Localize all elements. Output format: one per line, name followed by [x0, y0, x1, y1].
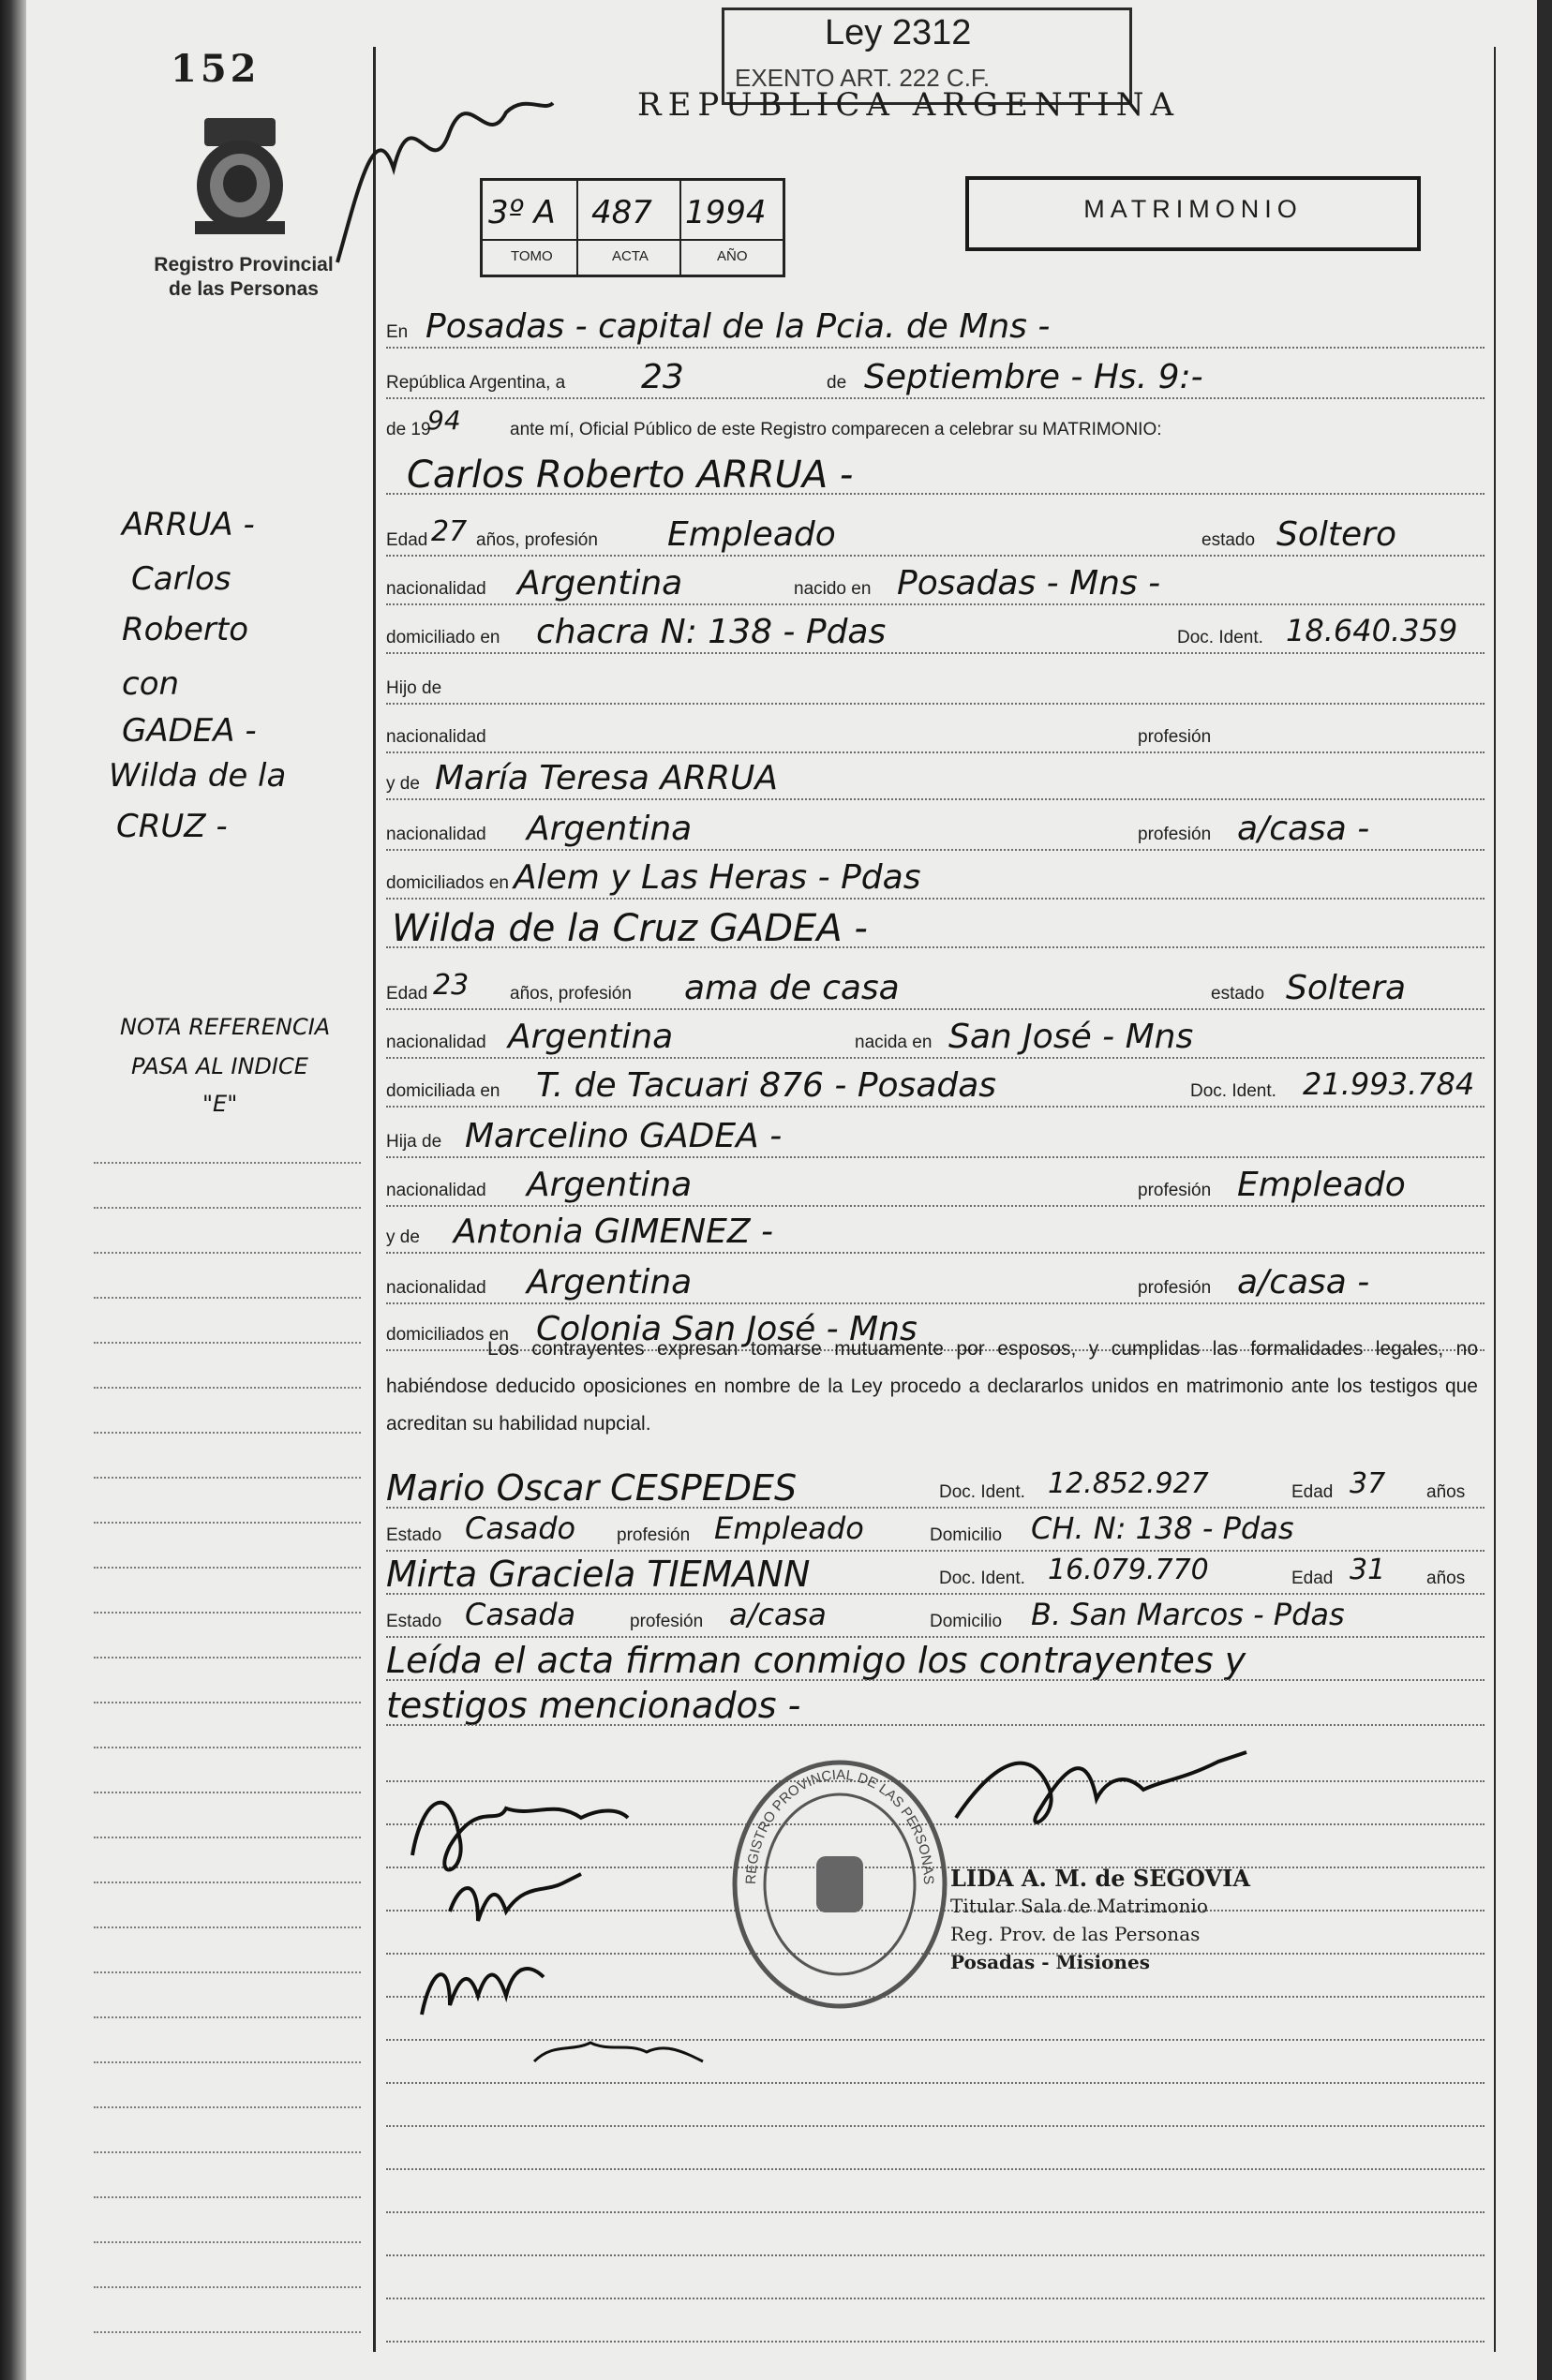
bride-mother-nationality: Argentina	[527, 1263, 693, 1302]
groom-hijo-label: Hijo de	[386, 678, 442, 698]
witness1-edad-label: Edad	[1291, 1482, 1334, 1502]
bride-nat-row	[386, 1019, 1485, 1063]
official-signature	[937, 1724, 1275, 1865]
witness2-marital: Casada	[465, 1597, 576, 1632]
witness2-address: B. San Marcos - Pdas	[1031, 1597, 1345, 1632]
bride-mother-profession: a/casa -	[1237, 1263, 1370, 1302]
groom-father-nat-row	[386, 714, 1485, 757]
official-seal	[727, 1758, 952, 2011]
en-label: En	[386, 322, 409, 342]
closing-row-2	[386, 1687, 1485, 1730]
official-city: Posadas - Misiones	[950, 1951, 1150, 1973]
official-title-1: Titular Sala de Matrimonio	[950, 1895, 1208, 1917]
stamp-exemption: EXENTO ART. 222 C.F.	[735, 64, 991, 92]
groom-age: 27	[431, 515, 468, 548]
margin-surname-2: GADEA -	[122, 712, 257, 750]
stamp-law: Ley 2312	[825, 13, 972, 52]
witness1-prof-label: profesión	[617, 1525, 691, 1545]
right-rule	[1494, 47, 1496, 2352]
bride-doc: 21.993.784	[1303, 1066, 1475, 1102]
bride-birthplace: San José - Mns	[948, 1018, 1194, 1056]
year-suffix: 94	[427, 405, 461, 436]
groom-father-prof-label: profesión	[1138, 727, 1212, 747]
witness1-anos-label: años	[1426, 1482, 1466, 1502]
groom-dom-label: domiciliado en	[386, 628, 500, 647]
groom-mother-nat-row	[386, 811, 1485, 855]
official-name: LIDA A. M. de SEGOVIA	[950, 1865, 1250, 1892]
de-label: de	[827, 373, 847, 393]
registry-logo	[186, 111, 294, 242]
bride-name: Wilda de la Cruz GADEA -	[392, 907, 868, 950]
groom-father-row	[386, 665, 1485, 708]
witness1-row	[386, 1469, 1485, 1512]
bride-prof-label: años, profesión	[510, 984, 632, 1004]
groom-mother: María Teresa ARRUA	[435, 759, 778, 797]
margin-given-1a: Carlos	[131, 560, 231, 598]
witness1-address: CH. N: 138 - Pdas	[1031, 1510, 1294, 1546]
witness1-dom-label: Domicilio	[930, 1525, 1003, 1545]
row-statement	[386, 407, 1485, 450]
witness2-age: 31	[1350, 1554, 1386, 1586]
row-place	[386, 309, 1485, 352]
groom-nationality: Argentina	[517, 564, 683, 602]
groom-parents-address: Alem y Las Heras - Pdas	[514, 858, 921, 897]
folio-number: 152	[171, 47, 261, 91]
bride-father-prof-label: profesión	[1138, 1181, 1212, 1200]
witness1-estado-label: Estado	[386, 1525, 442, 1545]
bride-mother-prof-label: profesión	[1138, 1278, 1212, 1298]
bride-yde-label: y de	[386, 1227, 420, 1247]
witness2-prof-label: profesión	[630, 1612, 704, 1631]
statement: ante mí, Oficial Público de este Registro comparecen a celebrar su MATRIMONIO:	[510, 420, 1162, 439]
bride-nacida-label: nacida en	[855, 1033, 933, 1052]
closing-row-1	[386, 1642, 1485, 1685]
groom-mother-nat-label: nacionalidad	[386, 825, 486, 844]
acta-value: 487	[591, 194, 652, 231]
place: Posadas - capital de la Pcia. de Mns -	[425, 307, 1051, 346]
groom-address-row	[386, 615, 1485, 658]
margin-scribble	[319, 56, 562, 272]
groom-name: Carlos Roberto ARRUA -	[407, 454, 854, 497]
margin-note-3: "E"	[202, 1091, 238, 1117]
anio-label: AÑO	[717, 248, 748, 264]
bride-hija-label: Hija de	[386, 1132, 442, 1152]
bride-nat-label: nacionalidad	[386, 1033, 486, 1052]
witness1-marital: Casado	[465, 1510, 576, 1546]
bride-name-row	[386, 909, 1485, 952]
witness1-doc: 12.852.927	[1048, 1467, 1209, 1500]
republic-label: República Argentina, a	[386, 373, 566, 393]
bride-edad-label: Edad	[386, 984, 428, 1004]
groom-father-nat-label: nacionalidad	[386, 727, 486, 747]
country-title: REPUBLICA ARGENTINA	[637, 86, 1181, 124]
row-date	[386, 360, 1485, 403]
bride-dom-label: domiciliada en	[386, 1081, 500, 1101]
groom-marital: Soltero	[1276, 515, 1396, 554]
witness1-name: Mario Oscar CESPEDES	[386, 1467, 798, 1509]
witness2-row	[386, 1555, 1485, 1599]
bride-doc-label: Doc. Ident.	[1190, 1081, 1276, 1101]
closing-line-1: Leída el acta firman conmigo los contrayentes y	[386, 1640, 1246, 1681]
day: 23	[641, 358, 684, 396]
acta-label: ACTA	[612, 248, 649, 264]
margin-given-2a: Wilda de la	[109, 757, 287, 795]
bride-father-nationality: Argentina	[527, 1166, 693, 1204]
book-binding	[0, 0, 26, 2380]
doc-type: MATRIMONIO	[1083, 195, 1303, 223]
witness2-edad-label: Edad	[1291, 1569, 1334, 1588]
bride-mother-nat-row	[386, 1265, 1485, 1308]
seal-text: REGISTRO PROVINCIAL DE LAS PERSONAS	[742, 1766, 937, 1885]
margin-note-2: PASA AL INDICE	[131, 1053, 308, 1079]
bride-mother: Antonia GIMENEZ -	[454, 1212, 773, 1251]
bride-father-nat-row	[386, 1168, 1485, 1211]
groom-edad-label: Edad	[386, 530, 428, 550]
bride-address: T. de Tacuari 876 - Posadas	[536, 1066, 997, 1105]
margin-rule	[373, 47, 376, 2352]
bride-parents-dom-label: domiciliados en	[386, 1325, 509, 1345]
groom-parents-dom-row	[386, 860, 1485, 903]
month-time: Septiembre - Hs. 9:-	[864, 358, 1203, 396]
groom-nacido-label: nacido en	[794, 579, 872, 599]
tomo-label: TOMO	[511, 248, 553, 264]
witness1-profession: Empleado	[714, 1510, 864, 1546]
witness2-profession: a/casa	[729, 1597, 827, 1632]
groom-parents-dom-label: domiciliados en	[386, 873, 509, 893]
declaration-text: Los contrayentes expresan tomarse mutuamente por esposos, y cumplidas las formalidades legales, no habiéndose deducido oposiciones en nombre de la Ley procedo a declararlos unidos en matrimonio ante los testigos que acreditan su habilidad nupcial.	[386, 1338, 1478, 1435]
bride-marital: Soltera	[1286, 969, 1407, 1007]
groom-estado-label: estado	[1201, 530, 1256, 550]
witness2-dom-label: Domicilio	[930, 1612, 1003, 1631]
bride-age: 23	[433, 969, 470, 1002]
margin-note-1: NOTA REFERENCIA	[120, 1014, 331, 1040]
groom-doc: 18.640.359	[1286, 613, 1458, 648]
witness2-estado-label: Estado	[386, 1612, 442, 1631]
bride-nationality: Argentina	[508, 1018, 674, 1056]
groom-nat-row	[386, 566, 1485, 609]
bride-father-row	[386, 1119, 1485, 1162]
margin-con: con	[122, 665, 180, 703]
witness1-detail-row	[386, 1512, 1485, 1555]
groom-doc-label: Doc. Ident.	[1177, 628, 1263, 647]
witness1-doc-label: Doc. Ident.	[939, 1482, 1025, 1502]
witness2-doc: 16.079.770	[1048, 1554, 1209, 1586]
witness2-detail-row	[386, 1599, 1485, 1642]
groom-name-row	[386, 455, 1485, 498]
year-prefix: de 19	[386, 420, 431, 439]
bride-mother-row	[386, 1214, 1485, 1257]
registry-name: Registro Provincial de las Personas	[154, 254, 334, 300]
groom-age-row	[386, 517, 1485, 560]
bride-estado-label: estado	[1211, 984, 1265, 1004]
bride-parents-address: Colonia San José - Mns	[536, 1310, 918, 1348]
witness2-name: Mirta Graciela TIEMANN	[386, 1554, 811, 1595]
groom-mother-row	[386, 761, 1485, 804]
groom-nat-label: nacionalidad	[386, 579, 486, 599]
tomo-value: 3º A	[488, 194, 556, 231]
bride-age-row	[386, 971, 1485, 1014]
groom-prof-label: años, profesión	[476, 530, 598, 550]
groom-mother-profession: a/casa -	[1237, 810, 1370, 848]
witness2-anos-label: años	[1426, 1569, 1466, 1588]
bride-father-nat-label: nacionalidad	[386, 1181, 486, 1200]
groom-profession: Empleado	[667, 515, 836, 554]
groom-mother-nationality: Argentina	[527, 810, 693, 848]
bride-mother-nat-label: nacionalidad	[386, 1278, 486, 1298]
groom-birthplace: Posadas - Mns -	[897, 564, 1161, 602]
closing-line-2: testigos mencionados -	[386, 1685, 801, 1726]
groom-address: chacra N: 138 - Pdas	[536, 613, 887, 651]
margin-surname-1: ARRUA -	[122, 506, 255, 543]
bride-profession: ama de casa	[684, 969, 900, 1007]
margin-given-1b: Roberto	[122, 611, 249, 648]
bride-father: Marcelino GADEA -	[465, 1117, 783, 1155]
groom-mother-prof-label: profesión	[1138, 825, 1212, 844]
groom-yde-label: y de	[386, 774, 420, 794]
witness2-doc-label: Doc. Ident.	[939, 1569, 1025, 1588]
bride-address-row	[386, 1068, 1485, 1111]
bride-father-profession: Empleado	[1237, 1166, 1406, 1204]
margin-given-2b: CRUZ -	[116, 808, 228, 845]
anio-value: 1994	[685, 194, 767, 231]
witness1-age: 37	[1350, 1467, 1386, 1500]
official-title-2: Reg. Prov. de las Personas	[950, 1923, 1201, 1945]
